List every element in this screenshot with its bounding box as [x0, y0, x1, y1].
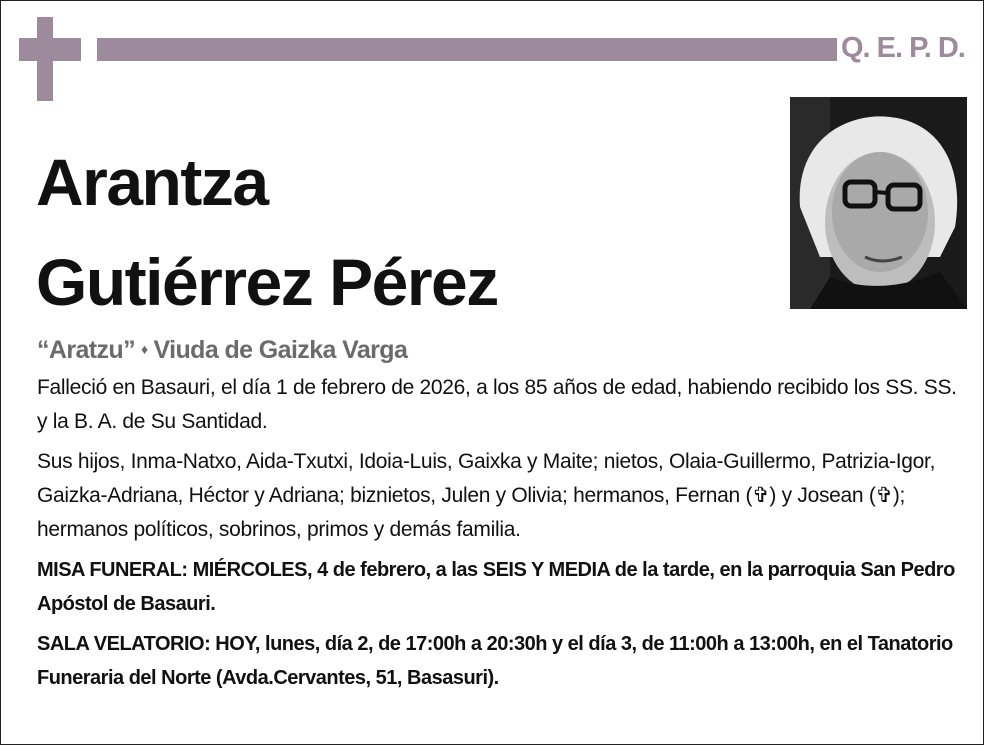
header-bar [97, 38, 837, 61]
funeral-paragraph: MISA FUNERAL: MIÉRCOLES, 4 de febrero, a las SEIS Y MEDIA de la tarde, en la parroquia San Pedro Apóstol de Basauri. [37, 559, 955, 615]
subtitle [37, 336, 957, 365]
surnames: Gutiérrez Pérez [36, 245, 498, 319]
wake-paragraph: SALA VELATORIO: HOY, lunes, día 2, de 17:00h a 20:30h y el día 3, de 11:00h a 13:00h, en el Tanatorio Funeraria del Norte (Avda.Cervantes, 51, Basasuri). [37, 633, 953, 689]
qepd-label: Q. E. P. D. [841, 32, 965, 64]
nickname: “Aratzu” [37, 336, 135, 364]
family-paragraph: Sus hijos, Inma-Natxo, Aida-Txutxi, Idoia-Luis, Gaixka y Maite; nietos, Olaia-Guillermo, Patrizia-Igor, Gaizka-Adriana, Héctor y Adriana; biznietos, Julen y Olivia; hermanos, Fernan (✞) y Josean (✞); hermanos políticos, sobrinos, primos y demás familia. [37, 450, 936, 541]
widow-of: Viuda de Gaizka Varga [153, 336, 408, 364]
portrait-photo [790, 97, 967, 309]
cross-icon-arm [19, 38, 81, 61]
death-paragraph: Falleció en Basauri, el día 1 de febrero de 2026, a los 85 años de edad, habiendo recibido los SS. SS. y la B. A. de Su Santidad. [37, 376, 957, 433]
diamond-separator-icon: ♦ [140, 341, 148, 357]
first-name: Arantza [36, 145, 268, 219]
obituary-body [37, 336, 957, 701]
deceased-name [36, 132, 498, 332]
